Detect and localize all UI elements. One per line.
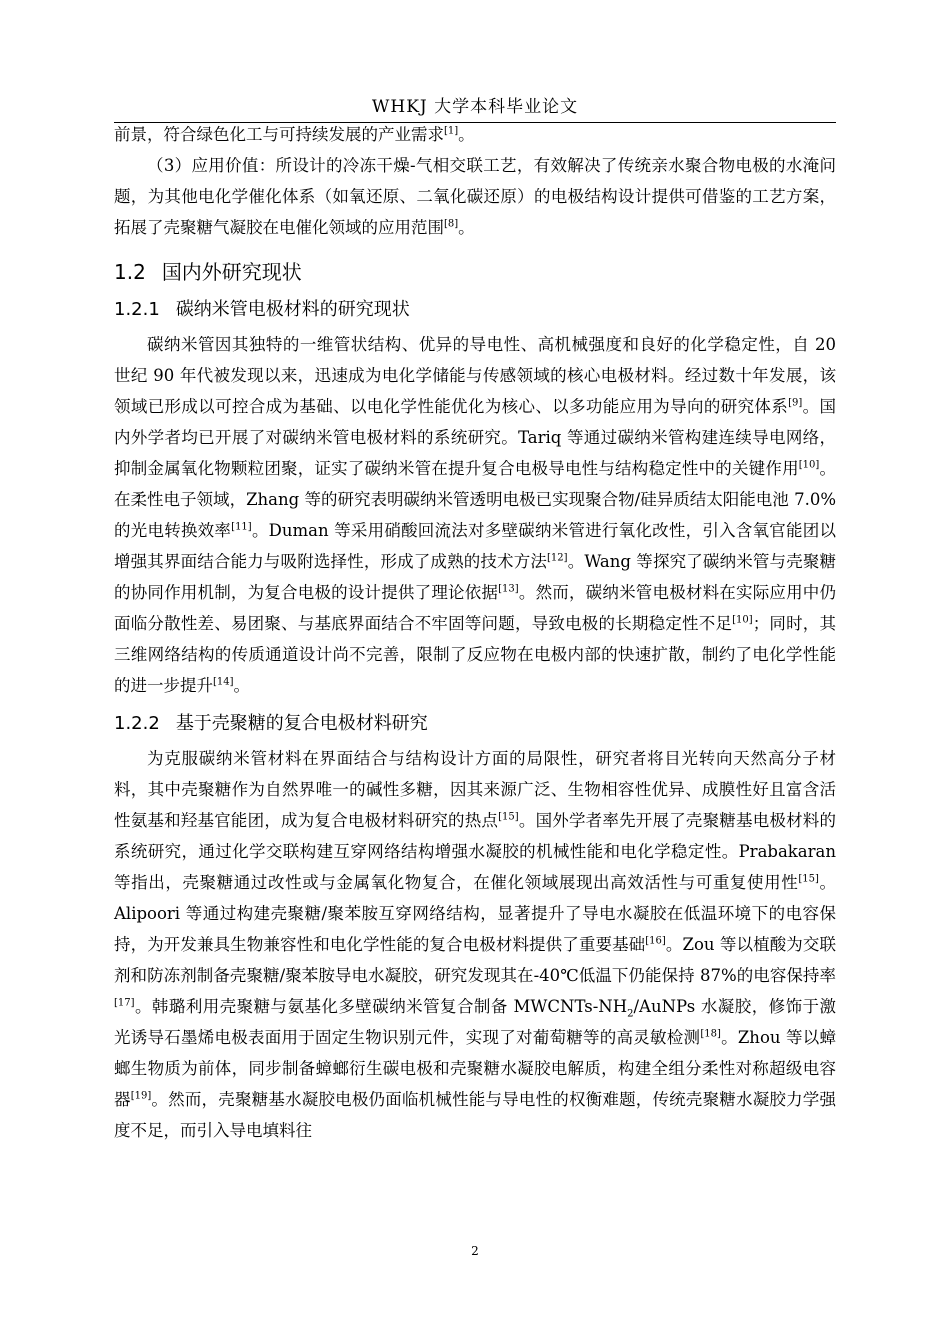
citation: [17] — [114, 997, 135, 1009]
header-title: WHKJ 大学本科毕业论文 — [371, 97, 579, 117]
section-heading-1-2-2 — [114, 709, 836, 739]
citation: [10] — [732, 614, 753, 626]
citation: [15] — [498, 811, 519, 823]
section-title: 碳纳米管电极材料的研究现状 — [175, 299, 410, 320]
citation: [18] — [700, 1028, 721, 1040]
citation: [19] — [130, 1090, 152, 1102]
citation: [10] — [798, 459, 820, 471]
page-body — [114, 119, 836, 1146]
citation: [16] — [645, 935, 666, 947]
intro-paragraph-1: （3）应用价值：所设计的冷冻干燥-气相交联工艺，有效解决了传统亲水聚合物电极的水淹问题，为其他电化学催化体系（如氧还原、二氧化碳还原）的电极结构设计提供可借鉴的工艺方案，拓展了壳聚糖气凝胶在电催化领域的应用范围[8]。 — [114, 156, 836, 237]
paragraph-cnt: 碳纳米管因其独特的一维管状结构、优异的导电性、高机械强度和良好的化学稳定性，自 20 世纪 90 年代被发现以来，迅速成为电化学储能与传感领域的核心电极材料。经过数十年发展，该领域已形成以可控合成为基础、以电化学性能优化为核心、以多功能应用为导向的研究体系[9]。国内外学者均已开展了对碳纳米管电极材料的系统研究。Tariq 等通过碳纳米管构建连续导电网络，抑制金属氧化物颗粒团聚，证实了碳纳米管在提升复合电极导电性与结构稳定性中的关键作用[10]。在柔性电子领域，Zhang 等的研究表明碳纳米管透明电极已实现聚合物/硅异质结太阳能电池 7.0%的光电转换效率[11]。Duman 等采用硝酸回流法对多壁碳纳米管进行氧化改性，引入含氧官能团以增强其界面结合能力与吸附选择性，形成了成熟的技术方法[12]。Wang 等探究了碳纳米管与壳聚糖的协同作用机制，为复合电极的设计提供了理论依据[13]。然而，碳纳米管电极材料在实际应用中仍面临分散性差、易团聚、与基底界面结合不牢固等问题，导致电极的长期稳定性不足[10]；同时，其三维网络结构的传质通道设计尚不完善，限制了反应物在电极内部的快速扩散，制约了电化学性能的进一步提升[14]。 — [114, 335, 837, 695]
citation: [13] — [498, 583, 519, 595]
citation: [12] — [547, 552, 568, 564]
citation: [14] — [213, 676, 234, 688]
section-number: 1.2.1 — [114, 299, 160, 320]
intro-paragraph-0: 前景，符合绿色化工与可持续发展的产业需求[1]。 — [114, 125, 475, 144]
section-number: 1.2 — [114, 260, 146, 284]
citation: [9] — [788, 397, 803, 409]
section-heading-1-2-1 — [114, 295, 836, 325]
section-title: 国内外研究现状 — [161, 260, 302, 284]
page-number: 2 — [471, 1244, 479, 1258]
section-number: 1.2.2 — [114, 713, 160, 734]
subscript: 2 — [627, 1008, 634, 1020]
section-heading-1-2 — [114, 257, 836, 287]
citation: [15] — [798, 873, 819, 885]
paragraph-chitosan: 为克服碳纳米管材料在界面结合与结构设计方面的局限性，研究者将目光转向天然高分子材料，其中壳聚糖作为自然界唯一的碱性多糖，因其来源广泛、生物相容性优异、成膜性好且富含活性氨基和羟基官能团，成为复合电极材料研究的热点[15]。国外学者率先开展了壳聚糖基电极材料的系统研究，通过化学交联构建互穿网络结构增强水凝胶的机械性能和电化学稳定性。Prabakaran 等指出，壳聚糖通过改性或与金属氧化物复合，在催化领域展现出高效活性与可重复使用性[15]。Alipoori 等通过构建壳聚糖/聚苯胺互穿网络结构，显著提升了导电水凝胶在低温环境下的电容保持，为开发兼具生物兼容性和电化学性能的复合电极材料提供了重要基础[16]。Zou 等以植酸为交联剂和防冻剂制备壳聚糖/聚苯胺导电水凝胶，研究发现其在-40℃低温下仍能保持 87%的电容保持率[17]。韩璐利用壳聚糖与氨基化多壁碳纳米管复合制备 MWCNTs-$NH_2$/AuNPs 水凝胶，修饰于激光诱导石墨烯电极表面用于固定生物识别元件，实现了对葡萄糖等的高灵敏检测[18]。Zhou 等以蟑螂生物质为前体，同步制备蟑螂衍生碳电极和壳聚糖水凝胶电解质，构建全组分柔性对称超级电容器[19]。然而，壳聚糖基水凝胶电极仍面临机械性能与导电性的权衡难题，传统壳聚糖水凝胶力学强度不足，而引入导电填料往 — [114, 749, 837, 1140]
citation: [1] — [444, 125, 459, 137]
section-title: 基于壳聚糖的复合电极材料研究 — [175, 713, 428, 734]
citation: [11] — [231, 521, 252, 533]
citation: [8] — [444, 218, 459, 230]
